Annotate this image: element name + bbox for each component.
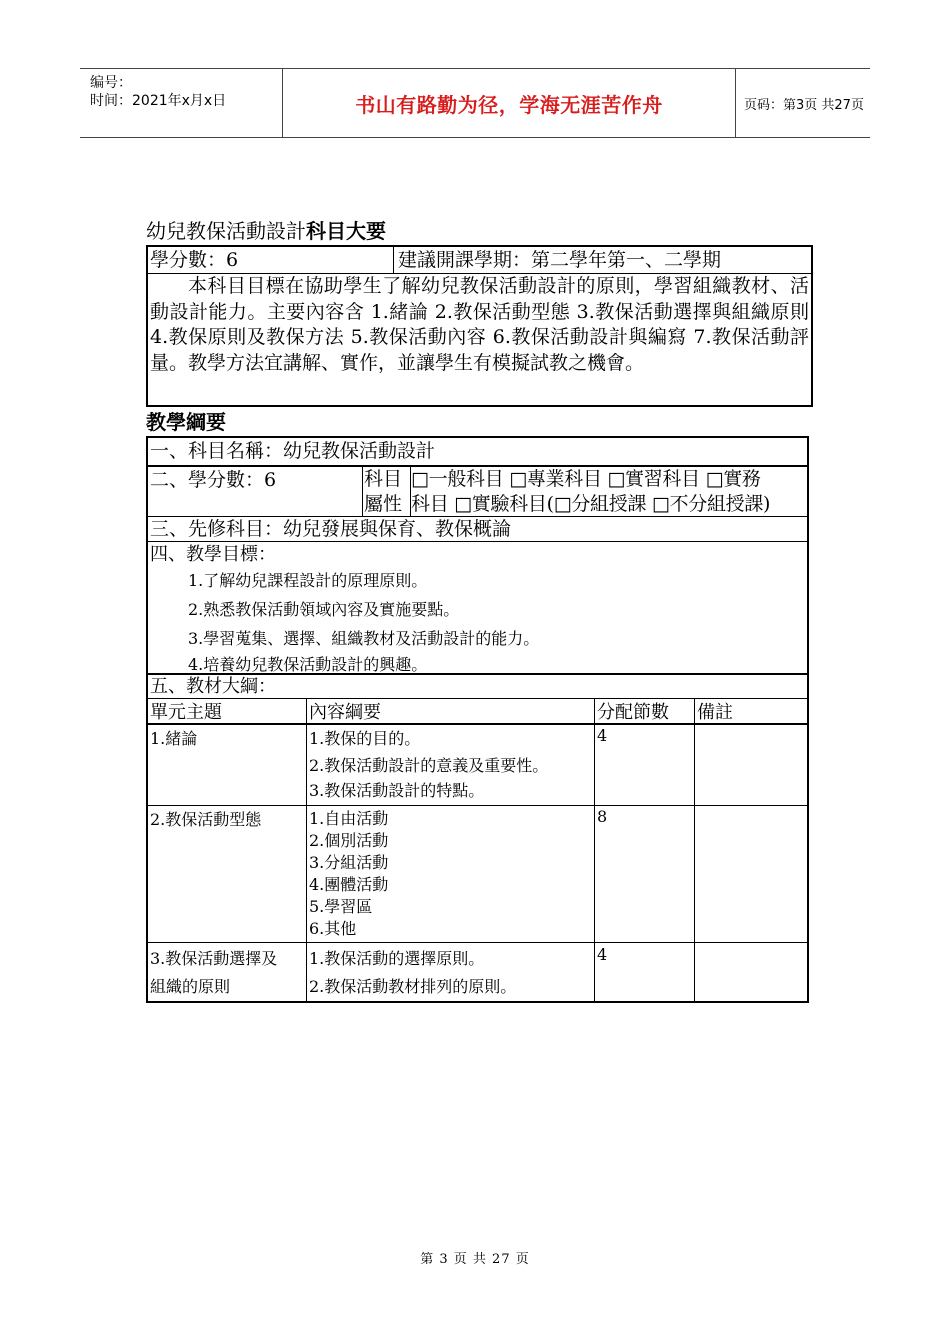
summary-description: 本科目目標在協助學生了解幼兒教保活動設計的原則，學習組織教材、活動設計能力。主要內容含 1.緒論 2.教保活動型態 3.教保活動選擇與組織原則 4.教保原則及教保方法 5.教保活動內容 6.教保活動設計與編寫 7.教保活動評量。教學方法宜講解、實作，並讓學生有模擬試教之機會。 bbox=[150, 275, 809, 374]
unit-content-item: 3.教保活動設計的特點。 bbox=[309, 781, 485, 800]
materials-header-row bbox=[148, 699, 807, 725]
header-motto-cell bbox=[282, 69, 736, 137]
header-page-cell bbox=[735, 69, 870, 137]
goals-row bbox=[148, 542, 807, 675]
summary-semester: 建議開課學期：第二學年第一、二學期 bbox=[394, 247, 811, 274]
unit-hours: 4 bbox=[597, 726, 608, 745]
unit-content-item: 2.教保活動教材排列的原則。 bbox=[309, 977, 517, 996]
category-options-line-2: 科目 □實驗科目(□分組授課 □不分組授課) bbox=[411, 493, 771, 515]
column-header-topic: 單元主題 bbox=[150, 702, 222, 723]
goal-item: 3.學習蒐集、選擇、組織教材及活動設計的能力。 bbox=[188, 629, 540, 648]
divider bbox=[306, 806, 307, 942]
outline-credits: 二、學分數：6 bbox=[150, 469, 277, 491]
divider bbox=[594, 725, 595, 805]
unit-content-item: 1.自由活動 bbox=[309, 809, 389, 828]
course-summary-box bbox=[146, 245, 813, 407]
column-header-hours: 分配節數 bbox=[597, 702, 669, 723]
unit-topic: 3.教保活動選擇及 bbox=[150, 949, 278, 968]
divider bbox=[362, 467, 363, 516]
unit-hours: 8 bbox=[597, 807, 608, 826]
header-page-number: 页码：第3页 共27页 bbox=[744, 97, 864, 113]
outline-title: 教學綱要 bbox=[146, 410, 226, 434]
table-row bbox=[148, 725, 807, 806]
unit-content-item: 3.分組活動 bbox=[309, 853, 389, 872]
header-meta-cell bbox=[80, 69, 282, 137]
unit-content-item: 5.學習區 bbox=[309, 897, 373, 916]
materials-heading: 五、教材大綱： bbox=[150, 676, 276, 697]
summary-credits: 學分數：6 bbox=[148, 247, 394, 274]
unit-content-item: 1.教保的目的。 bbox=[309, 729, 421, 748]
category-label-line-2: 屬性 bbox=[364, 493, 403, 515]
divider bbox=[694, 943, 695, 1001]
divider bbox=[594, 699, 595, 723]
document-date-label: 时间：2021年x月x日 bbox=[90, 93, 227, 109]
subject-name-row bbox=[148, 438, 807, 467]
syllabus-table bbox=[146, 436, 809, 1003]
unit-hours: 4 bbox=[597, 945, 608, 964]
unit-topic: 組織的原則 bbox=[150, 977, 231, 996]
divider bbox=[594, 943, 595, 1001]
unit-content-item: 2.教保活動設計的意義及重要性。 bbox=[309, 756, 549, 775]
divider bbox=[306, 725, 307, 805]
page-title bbox=[146, 218, 386, 244]
goal-item: 2.熟悉教保活動領域內容及實施要點。 bbox=[188, 600, 460, 619]
prerequisite-row bbox=[148, 517, 807, 542]
unit-topic: 1.緒論 bbox=[150, 729, 198, 748]
divider bbox=[694, 699, 695, 723]
divider bbox=[694, 806, 695, 942]
unit-content-item: 4.團體活動 bbox=[309, 875, 389, 894]
goals-heading: 四、教學目標： bbox=[150, 544, 276, 565]
table-row bbox=[148, 806, 807, 943]
table-row bbox=[148, 943, 807, 1001]
category-options bbox=[411, 467, 807, 517]
divider bbox=[694, 725, 695, 805]
divider bbox=[594, 806, 595, 942]
subject-name: 一、科目名稱：幼兒教保活動設計 bbox=[150, 440, 436, 462]
category-label bbox=[364, 467, 410, 517]
divider bbox=[306, 699, 307, 723]
title-bold: 科目大要 bbox=[306, 219, 386, 243]
materials-heading-row bbox=[148, 675, 807, 699]
column-header-content: 內容綱要 bbox=[309, 702, 381, 723]
credits-category-row bbox=[148, 467, 807, 517]
document-number-label: 编号： bbox=[90, 75, 132, 91]
prerequisite: 三、先修科目：幼兒發展與保育、教保概論 bbox=[150, 518, 512, 540]
goal-item: 1.了解幼兒課程設計的原理原則。 bbox=[188, 571, 428, 590]
divider bbox=[306, 943, 307, 1001]
column-header-note: 備註 bbox=[697, 702, 733, 723]
unit-content-item: 1.教保活動的選擇原則。 bbox=[309, 949, 485, 968]
unit-topic: 2.教保活動型態 bbox=[150, 810, 262, 829]
unit-content-item: 2.個別活動 bbox=[309, 831, 389, 850]
page-header bbox=[80, 68, 870, 138]
page-footer: 第 3 页 共 27 页 bbox=[420, 1252, 530, 1267]
title-plain: 幼兒教保活動設計 bbox=[146, 219, 306, 243]
goal-item: 4.培養幼兒教保活動設計的興趣。 bbox=[188, 655, 428, 674]
category-options-line-1: □一般科目 □專業科目 □實習科目 □實務 bbox=[411, 468, 761, 490]
header-motto: 书山有路勤为径，学海无涯苦作舟 bbox=[355, 92, 663, 117]
category-label-line-1: 科目 bbox=[364, 468, 403, 490]
unit-content-item: 6.其他 bbox=[309, 919, 357, 938]
